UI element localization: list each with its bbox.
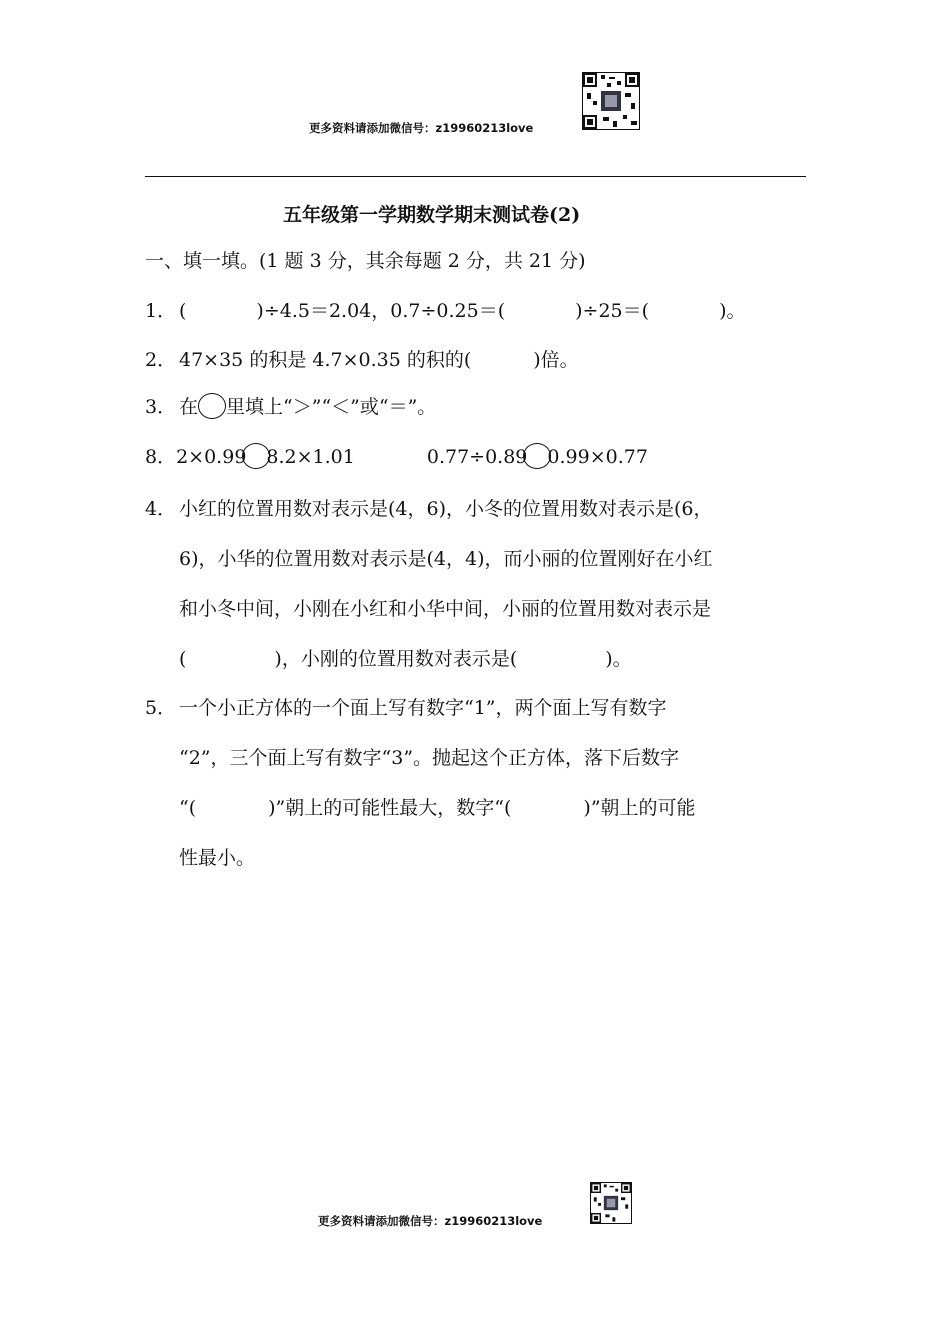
question-2: 2． 47×35 的积是 4.7×0.35 的积的( )倍。 [145,349,579,371]
question-number: 5． [145,697,177,719]
question-4-line-3: 和小冬中间，小刚在小红和小华中间，小丽的位置用数对表示是 [179,598,712,620]
qr-code-icon [582,72,640,130]
page-title: 五年级第一学期数学期末测试卷(2) [283,204,581,226]
footer-contact: 更多资料请添加微信号：z19960213love [318,1214,543,1228]
question-3-exercises: 8．2×0.99 8.2×1.01 0.77÷0.89 0.99×0.77 [145,443,648,469]
question-number: 3． [145,396,177,418]
qr-code-icon [590,1182,632,1224]
section-heading: 一、填一填。(1 题 3 分，其余每题 2 分，共 21 分) [145,250,586,272]
question-number: 4． [145,498,177,520]
question-4-line-1: 4． 小红的位置用数对表示是(4，6)，小冬的位置用数对表示是(6， [145,498,713,520]
question-3: 3． 在 里填上“＞”“＜”或“＝”。 [145,393,436,419]
question-5-line-4: 性最小。 [179,847,256,869]
compare-circle-icon [198,393,226,419]
question-5-line-2: “2”，三个面上写有数字“3”。抛起这个正方体，落下后数字 [179,747,680,769]
question-1: 1． ( )÷4.5＝2.04，0.7÷0.25＝( )÷25＝( )。 [145,300,746,322]
header-contact: 更多资料请添加微信号：z19960213love [309,121,534,135]
question-number: 2． [145,349,177,371]
question-4-line-2: 6)，小华的位置用数对表示是(4，4)，而小丽的位置刚好在小红 [179,548,713,570]
question-number: 1． [145,300,177,322]
question-5-line-1: 5． 一个小正方体的一个面上写有数字“1”，两个面上写有数字 [145,697,667,719]
question-4-line-4: ( )，小刚的位置用数对表示是( )。 [179,648,632,670]
header-divider [145,176,806,177]
question-5-line-3: “( )”朝上的可能性最大，数字“( )”朝上的可能 [179,797,696,819]
